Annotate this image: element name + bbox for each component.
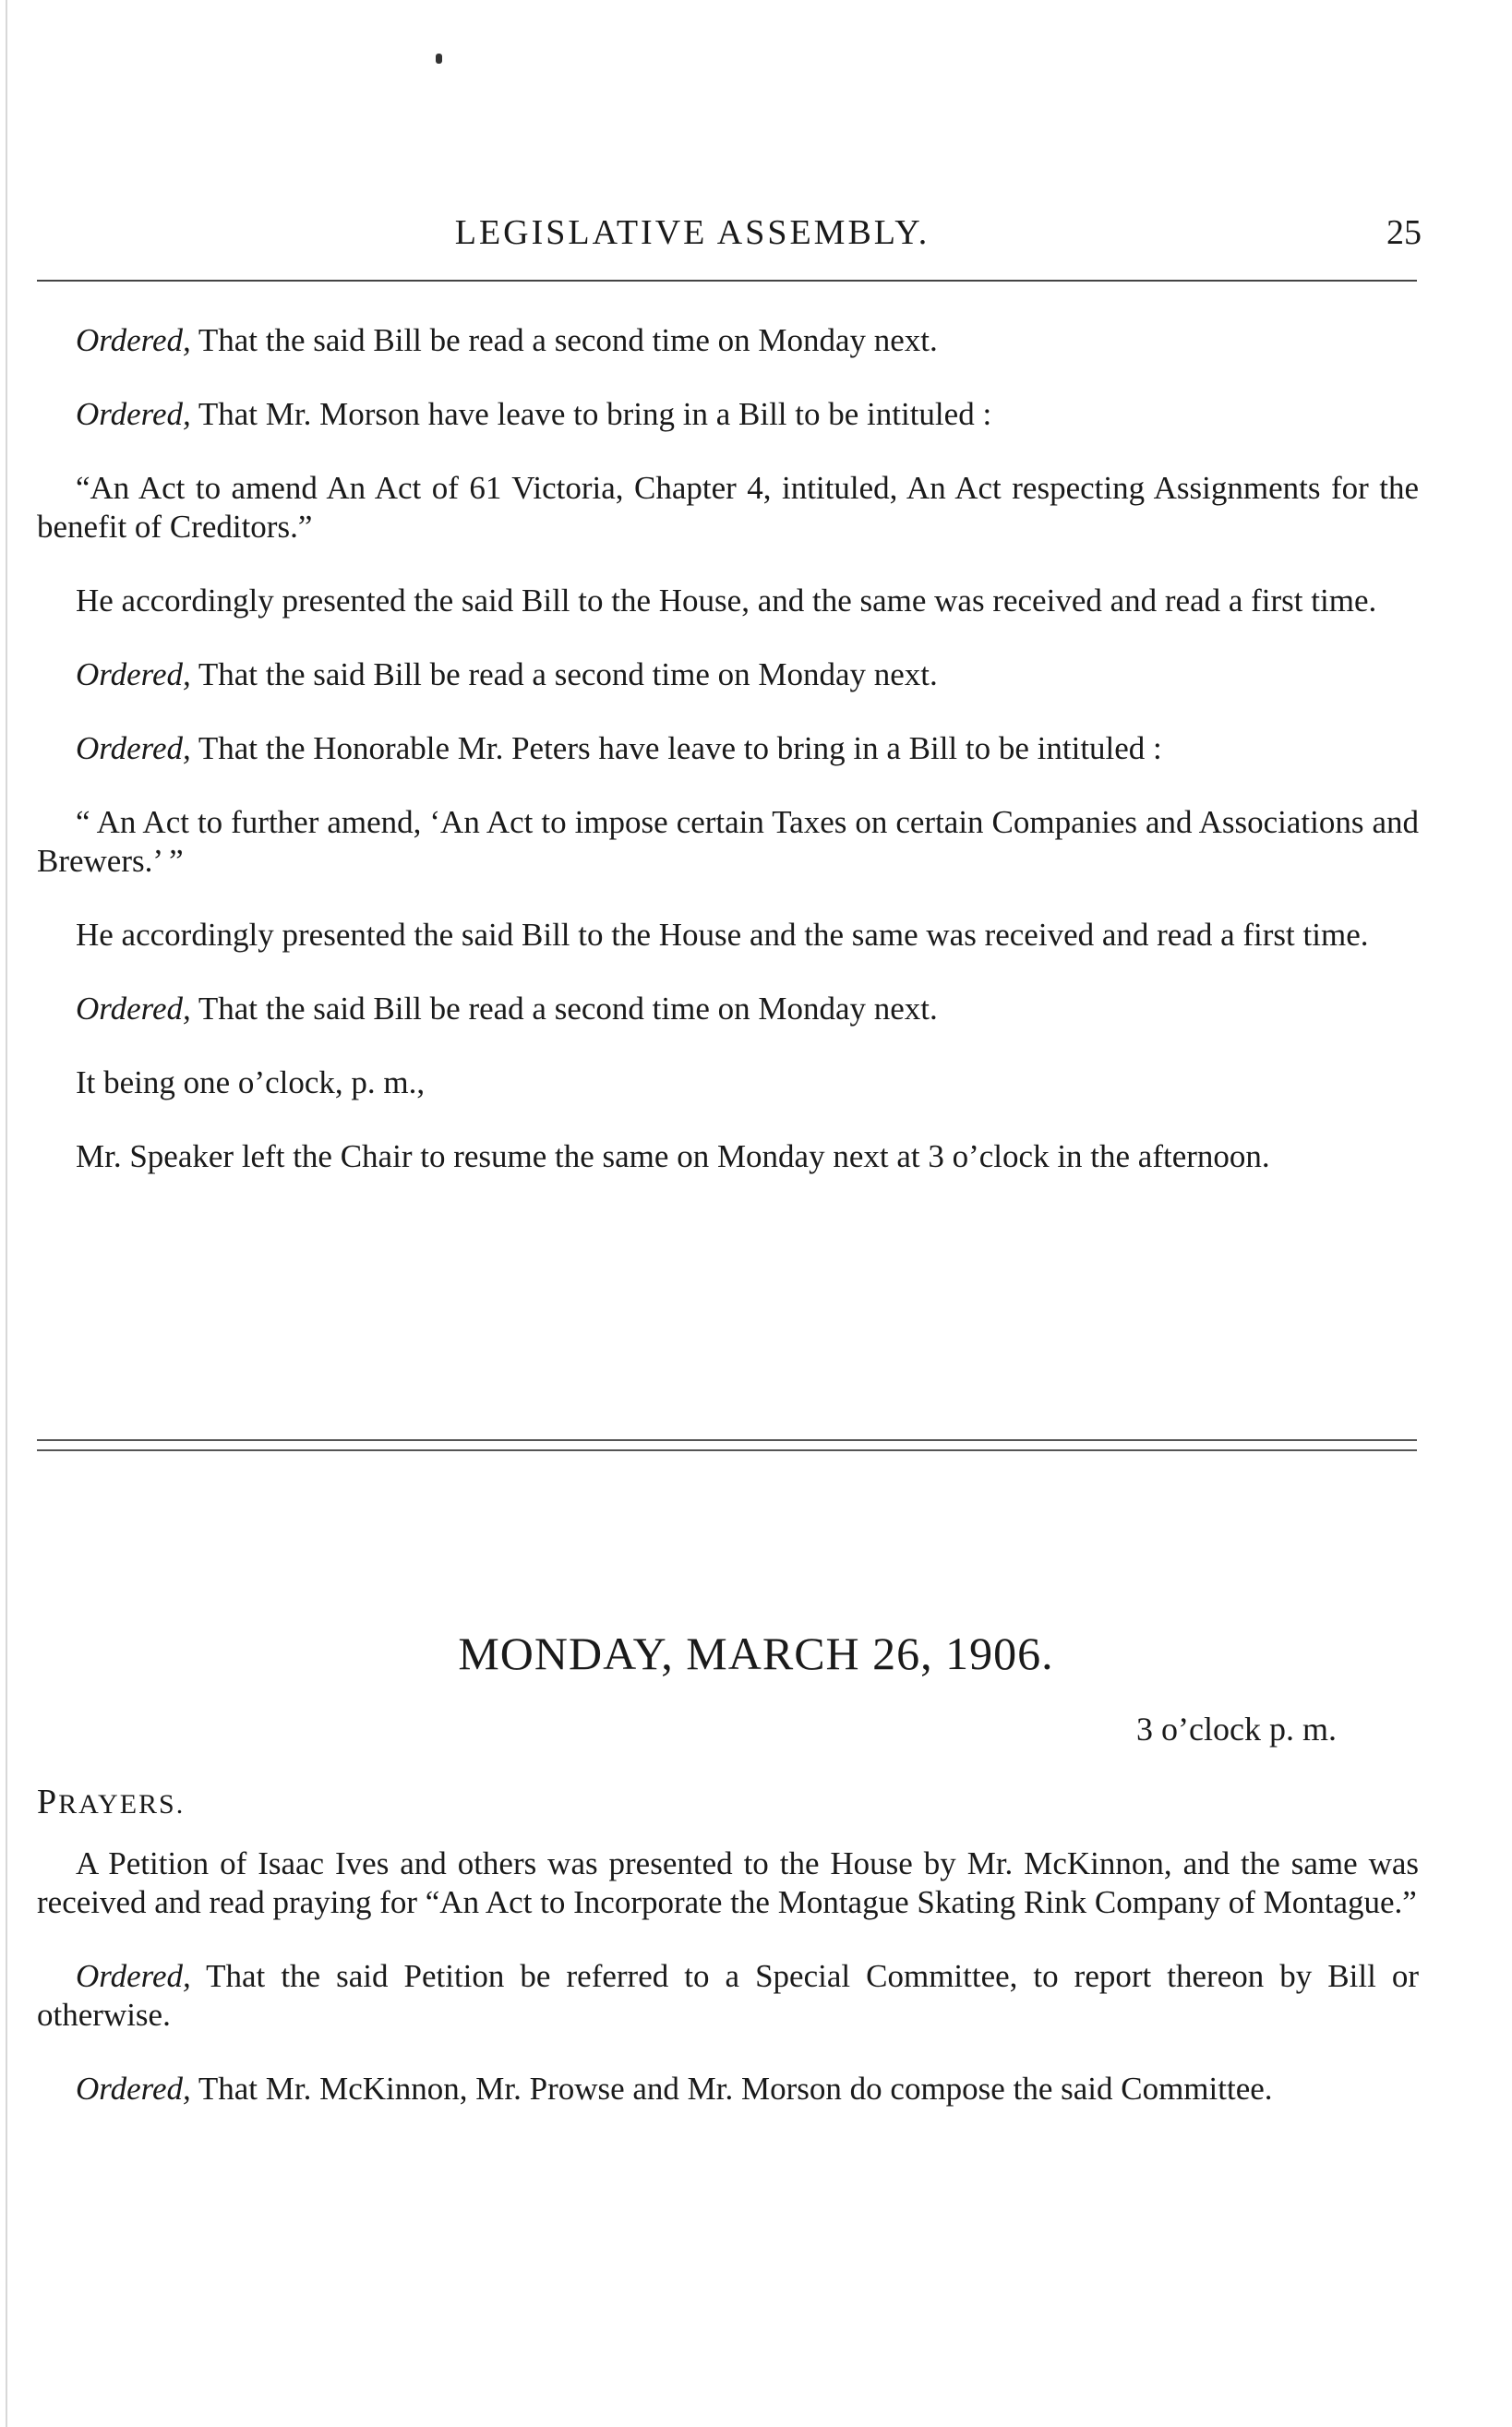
paragraph-text: That the said Bill be read a second time on Monday next. [190, 322, 938, 358]
page-number: 25 [1386, 213, 1422, 252]
paragraph [37, 729, 1419, 768]
paragraph [37, 469, 1419, 547]
paragraph-text: That the Honorable Mr. Peters have leave to bring in a Bill to be intituled : [190, 730, 1162, 766]
ordered-label: Ordered, [76, 991, 191, 1027]
paragraph [37, 990, 1419, 1028]
section-rule-lower [37, 1449, 1417, 1451]
paragraph [37, 655, 1419, 694]
paragraph [37, 916, 1419, 955]
prayers-rest: RAYERS. [58, 1789, 186, 1820]
date-heading: MONDAY, MARCH 26, 1906. [458, 1628, 1054, 1679]
ordered-label: Ordered, [76, 322, 191, 358]
paragraph-text: He accordingly presented the said Bill to the House, and the same was received and read a first time. [76, 583, 1377, 619]
running-title: LEGISLATIVE ASSEMBLY. [454, 213, 930, 252]
paragraph [37, 803, 1419, 881]
paragraph-text: Mr. Speaker left the Chair to resume the same on Monday next at 3 o’clock in the afternoon. [76, 1138, 1270, 1174]
paragraph [37, 582, 1419, 620]
ink-speck [436, 54, 442, 64]
paragraph-text: That the said Bill be read a second time on Monday next. [190, 991, 938, 1027]
paragraph-text: “An Act to amend An Act of 61 Victoria, Chapter 4, intituled, An Act respecting Assignments for the benefit of Creditors.” [37, 470, 1419, 545]
paragraph [37, 395, 1419, 434]
paragraph [37, 1957, 1419, 2035]
ordered-label: Ordered, [76, 656, 191, 692]
paragraph [37, 1844, 1419, 1922]
proceedings-block-1 [37, 321, 1419, 1211]
paragraph [37, 1137, 1419, 1176]
paragraph-text: “ An Act to further amend, ‘An Act to impose certain Taxes on certain Companies and Associations and Brewers.’ ” [37, 804, 1419, 879]
ordered-label: Ordered, [76, 730, 191, 766]
header-rule [37, 280, 1417, 282]
ordered-label: Ordered, [76, 1958, 191, 1994]
paragraph [37, 321, 1419, 360]
paragraph [37, 2070, 1419, 2109]
paragraph-text: That the said Bill be read a second time on Monday next. [190, 656, 938, 692]
paragraph-text: That Mr. Morson have leave to bring in a Bill to be intituled : [190, 396, 992, 432]
ordered-label: Ordered, [76, 2071, 191, 2107]
running-header [37, 205, 1422, 260]
proceedings-block-2 [37, 1844, 1419, 2144]
paragraph-text: It being one o’clock, p. m., [76, 1064, 426, 1100]
sitting-time: 3 o’clock p. m. [1136, 1711, 1337, 1748]
prayers-initial: P [37, 1783, 59, 1821]
page-edge-shadow [6, 0, 7, 2427]
paragraph-text: That the said Petition be referred to a Special Committee, to report thereon by Bill or otherwise. [37, 1958, 1419, 2033]
paragraph-text: That Mr. McKinnon, Mr. Prowse and Mr. Morson do compose the said Committee. [190, 2071, 1273, 2107]
paragraph-text: He accordingly presented the said Bill to the House and the same was received and read a first time. [76, 917, 1369, 953]
ordered-label: Ordered, [76, 396, 191, 432]
section-rule-upper [37, 1439, 1417, 1441]
paragraph [37, 1063, 1419, 1102]
paragraph-text: A Petition of Isaac Ives and others was presented to the House by Mr. McKinnon, and the same was received and read praying for “An Act to Incorporate the Montague Skating Rink Company of Montague.” [37, 1845, 1419, 1920]
prayers-heading [37, 1782, 185, 1822]
